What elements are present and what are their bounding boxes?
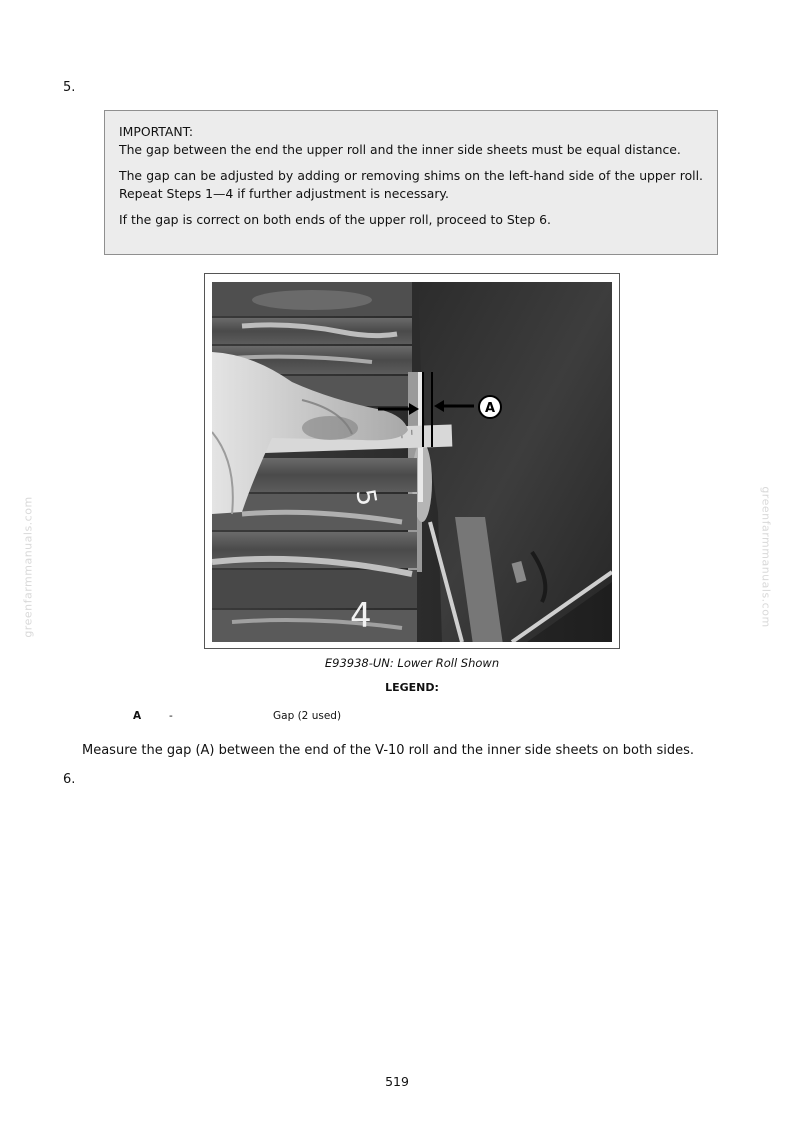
step-number-6: 6.	[63, 772, 76, 787]
important-line-1: The gap between the end the upper roll and the inner side sheets must be equal distance.	[119, 142, 681, 157]
important-notice-box	[104, 110, 718, 255]
measure-instruction: Measure the gap (A) between the end of the V-10 roll and the inner side sheets on both sides.	[82, 743, 694, 758]
important-heading: IMPORTANT:	[119, 124, 194, 139]
figure-frame	[204, 273, 620, 649]
roll-number-5: 5	[349, 486, 382, 509]
figure-caption: E93938-UN: Lower Roll Shown	[324, 656, 500, 670]
legend-description: Gap (2 used)	[273, 710, 342, 722]
step-number-5: 5.	[63, 80, 76, 95]
page-number: 519	[385, 1074, 409, 1089]
watermark-right: greenfarmmanuals.com	[759, 486, 773, 628]
legend-key: A	[133, 710, 142, 722]
important-line-2: The gap can be adjusted by adding or removing shims on the left-hand side of the upper roll. Repeat Steps 1—4 if further adjustment is necessary.	[119, 168, 703, 201]
watermark-left: greenfarmmanuals.com	[21, 496, 35, 638]
roll-number-4: 4	[350, 596, 372, 636]
legend-title: LEGEND:	[385, 681, 439, 694]
legend-dash: -	[169, 710, 173, 722]
roll-gap-photo	[212, 282, 612, 642]
callout-a-label: A	[484, 401, 496, 416]
important-line-3: If the gap is correct on both ends of the upper roll, proceed to Step 6.	[119, 212, 551, 227]
